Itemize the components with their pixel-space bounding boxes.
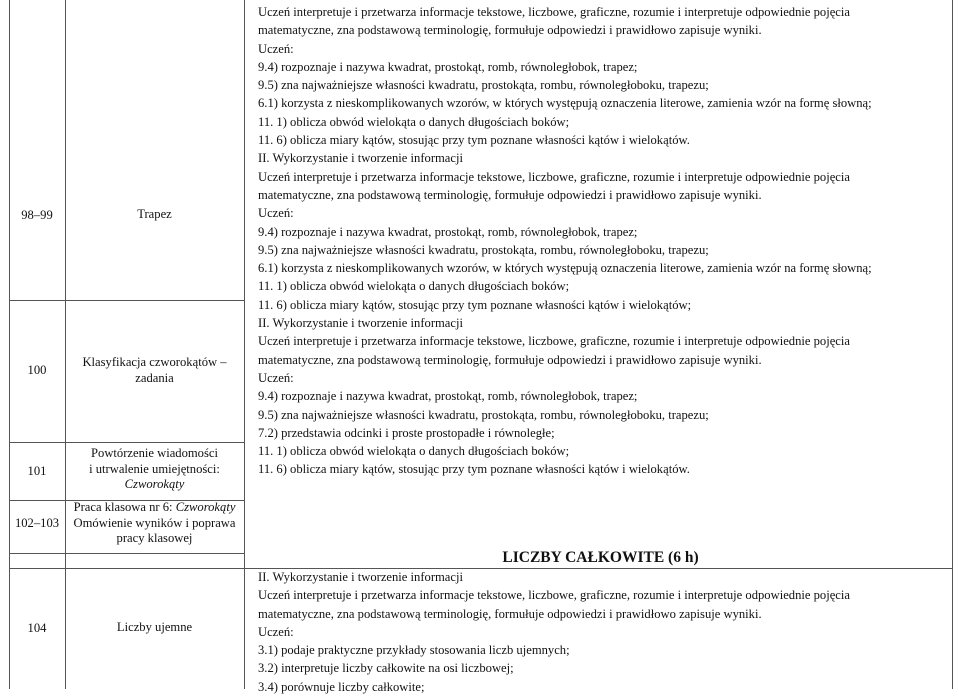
topic-line: pracy klasowej (116, 531, 193, 545)
text-line: 11. 1) oblicza obwód wielokąta o danych długościach boków; (258, 444, 570, 459)
lesson-topic (66, 500, 243, 547)
topic-line: Powtórzenie wiadomości (91, 446, 218, 460)
table-border-left (9, 0, 10, 689)
text-line: matematyczne, zna podstawową terminologię, formułuje odpowiedzi i prawidłowo zapisuje wyniki. (258, 606, 762, 621)
lesson-topic: Trapez (137, 207, 172, 221)
text-line: 9.4) rozpoznaje i nazywa kwadrat, prostokąt, romb, równoległobok, trapez; (258, 224, 638, 239)
text-line: Uczeń interpretuje i przetwarza informacje tekstowe, liczbowe, graficzne, rozumie i interpretuje odpowiednie pojęcia (258, 169, 850, 184)
text-line: Uczeń: (258, 370, 294, 385)
text-line: 11. 6) oblicza miary kątów, stosując przy tym poznane własności kątów i wielokątów; (258, 297, 692, 312)
text-line: Uczeń interpretuje i przetwarza informacje tekstowe, liczbowe, graficzne, rozumie i interpretuje odpowiednie pojęcia (258, 588, 850, 603)
topic-text: Praca klasowa nr 6: (73, 500, 173, 514)
chapter-heading: LICZBY CAŁKOWITE (6 h) (502, 549, 699, 566)
lesson-number: 101 (27, 464, 47, 478)
requirements-column (248, 3, 953, 479)
lesson-number: 98–99 (21, 208, 53, 222)
topic-line: i utrwalenie umiejętności: (89, 461, 220, 476)
row-divider (9, 442, 245, 443)
text-line: 6.1) korzysta z nieskomplikowanych wzorów, w których występują oznaczenia literowe, zamienia wzór na formę słowną; (258, 96, 872, 111)
topic-line (66, 477, 243, 493)
text-line: 11. 6) oblicza miary kątów, stosując przy tym poznane własności kątów i wielokątów. (258, 462, 690, 477)
row-divider (9, 300, 245, 301)
text-line: 3.1) podaje praktyczne przykłady stosowania liczb ujemnych; (258, 643, 570, 658)
text-line: 11. 1) oblicza obwód wielokąta o danych długościach boków; (258, 114, 570, 129)
text-line: Uczeń: (258, 624, 294, 639)
table-divider-num (65, 0, 66, 689)
text-line: 3.4) porównuje liczby całkowite; (258, 679, 425, 694)
section-heading: II. Wykorzystanie i tworzenie informacji (258, 151, 463, 166)
section-heading: II. Wykorzystanie i tworzenie informacji (258, 570, 463, 584)
text-line: Uczeń interpretuje i przetwarza informacje tekstowe, liczbowe, graficzne, rozumie i interpretuje odpowiednie pojęcia (258, 334, 850, 349)
text-line: 9.5) zna najważniejsze własności kwadratu, prostokąta, rombu, równoległoboku, trapezu; (258, 78, 709, 93)
lesson-number: 100 (27, 363, 47, 377)
chapter-title (248, 548, 953, 568)
topic-line: Omówienie wyników i poprawa (73, 515, 236, 530)
text-line: 9.5) zna najważniejsze własności kwadratu, prostokąta, rombu, równoległoboku, trapezu; (258, 242, 709, 257)
text-line: Uczeń: (258, 41, 294, 56)
text-line: 3.2) interpretuje liczby całkowite na osi liczbowej; (258, 661, 514, 676)
text-line: matematyczne, zna podstawową terminologię, formułuje odpowiedzi i prawidłowo zapisuje wyniki. (258, 187, 762, 202)
requirements-column (248, 568, 953, 696)
text-line: matematyczne, zna podstawową terminologię, formułuje odpowiedzi i prawidłowo zapisuje wyniki. (258, 352, 762, 367)
lesson-topic: Klasyfikacja czworokątów – zadania (82, 355, 227, 385)
section-heading: II. Wykorzystanie i tworzenie informacji (258, 316, 463, 331)
text-line: 9.5) zna najważniejsze własności kwadratu, prostokąta, rombu, równoległoboku, trapezu; (258, 407, 709, 422)
text-line: Uczeń interpretuje i przetwarza informacje tekstowe, liczbowe, graficzne, rozumie i interpretuje odpowiednie pojęcia (258, 5, 850, 19)
topic-italic: Czworokąty (175, 500, 236, 514)
text-line: 9.4) rozpoznaje i nazywa kwadrat, prostokąt, romb, równoległobok, trapez; (258, 389, 638, 404)
text-line: 11. 1) oblicza obwód wielokąta o danych długościach boków; (258, 279, 570, 294)
row-divider (9, 553, 245, 554)
table-divider-topic (244, 0, 245, 689)
text-line: 9.4) rozpoznaje i nazywa kwadrat, prostokąt, romb, równoległobok, trapez; (258, 59, 638, 74)
text-line: matematyczne, zna podstawową terminologię, formułuje odpowiedzi i prawidłowo zapisuje wyniki. (258, 23, 762, 38)
text-line: 6.1) korzysta z nieskomplikowanych wzorów, w których występują oznaczenia literowe, zamienia wzór na formę słowną; (258, 261, 872, 276)
text-line: 7.2) przedstawia odcinki i proste prostopadłe i równoległe; (258, 425, 555, 440)
topic-italic: Czworokąty (124, 477, 185, 491)
text-line: 11. 6) oblicza miary kątów, stosując przy tym poznane własności kątów i wielokątów. (258, 133, 690, 148)
text-line: Uczeń: (258, 206, 294, 221)
lesson-topic (66, 446, 243, 493)
lesson-number: 104 (27, 621, 47, 635)
lesson-topic: Liczby ujemne (116, 620, 193, 634)
lesson-number: 102–103 (14, 516, 60, 530)
topic-line (66, 500, 243, 516)
